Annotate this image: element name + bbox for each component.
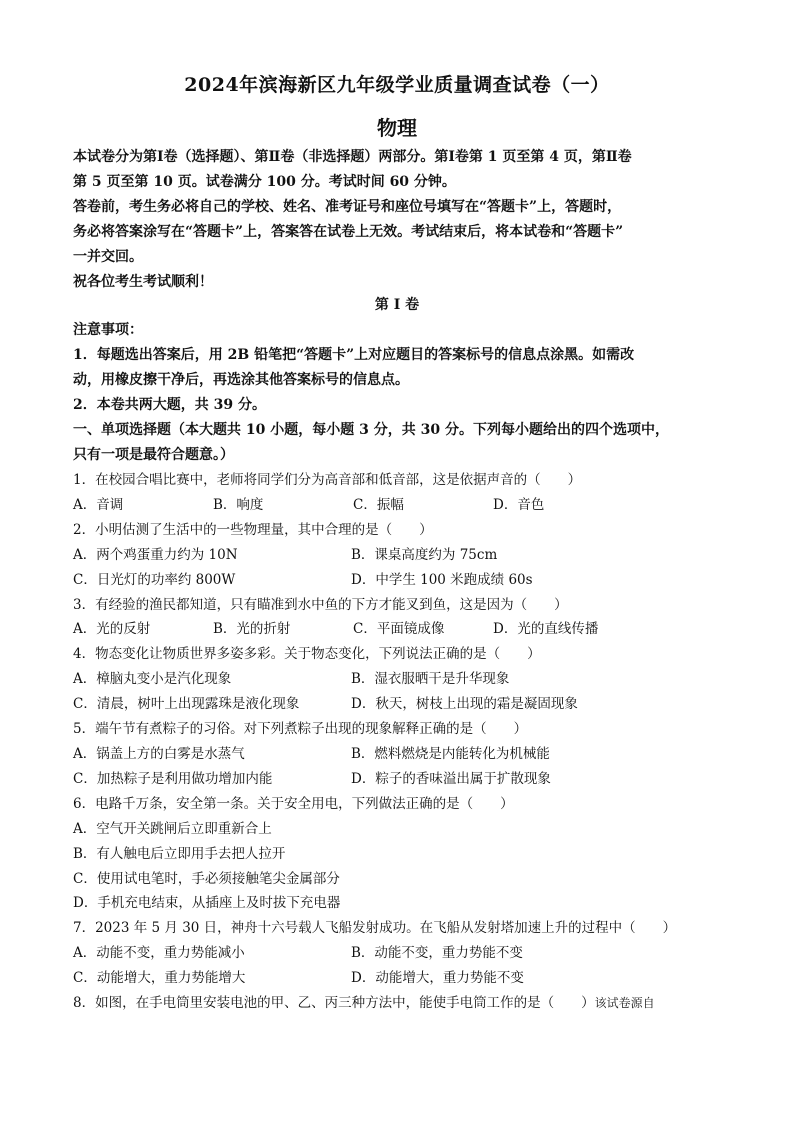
good-luck-line: 祝各位考生考试顺利！ <box>73 274 213 290</box>
answer-option: D．手机充电结束，从插座上及时拔下充电器 <box>73 895 341 912</box>
question-stem <box>73 717 738 742</box>
answer-option: D．动能增大，重力势能不变 <box>351 970 524 987</box>
exam-instructions <box>73 145 733 295</box>
instruction-line: 答卷前，考生务必将自己的学校、姓名、准考证号和座位号填写在“答题卡”上，答题时， <box>73 199 622 215</box>
subject-title: 物理 <box>377 116 417 140</box>
question-stem <box>73 991 738 1016</box>
option-row <box>73 966 738 991</box>
answer-option: B．课桌高度约为 75cm <box>351 546 498 563</box>
answer-option: C．平面镜成像 <box>353 621 445 638</box>
answer-option: C．日光灯的功率约 800W <box>73 571 236 588</box>
answer-option: C．动能增大，重力势能增大 <box>73 970 246 987</box>
question-stem <box>73 792 738 817</box>
answer-option: D．光的直线传播 <box>493 621 599 638</box>
exam-title: 2024年滨海新区九年级学业质量调查试卷（一） <box>184 74 610 96</box>
option-row <box>73 568 738 593</box>
question-stem <box>73 593 738 618</box>
option-row <box>73 891 738 916</box>
section-heading: 一、单项选择题（本大题共 10 小题，每小题 3 分，共 30 分。下列每小题给出的四个选项中， <box>73 422 669 438</box>
answer-option: C．使用试电笔时，手必须接触笔尖金属部分 <box>73 870 340 887</box>
question-list <box>73 468 738 1016</box>
question-text: 8．如图，在手电筒里安装电池的甲、乙、丙三种方法中，能使手电筒工作的是（ ） <box>73 995 595 1012</box>
answer-option: B．动能不变，重力势能不变 <box>351 945 523 962</box>
question-text: 6．电路千万条，安全第一条。关于安全用电，下列做法正确的是（ ） <box>73 795 514 812</box>
option-row <box>73 617 738 642</box>
note-line: 2．本卷共两大题，共 39 分。 <box>73 397 266 413</box>
option-row <box>73 941 738 966</box>
answer-option: A．锅盖上方的白雾是水蒸气 <box>73 745 245 762</box>
option-row <box>73 692 738 717</box>
answer-option: A．音调 <box>73 496 124 513</box>
section-heading: 只有一项是最符合题意。） <box>73 447 234 463</box>
answer-option: C．清晨，树叶上出现露珠是液化现象 <box>73 696 300 713</box>
answer-option: B．有人触电后立即用手去把人拉开 <box>73 845 286 862</box>
note-line: 动，用橡皮擦干净后，再选涂其他答案标号的信息点。 <box>73 372 409 388</box>
instruction-line: 第 5 页至第 10 页。试卷满分 100 分。考试时间 60 分钟。 <box>73 174 456 190</box>
answer-option: B．响度 <box>213 496 264 513</box>
option-row <box>73 543 738 568</box>
question-text: 7．2023 年 5 月 30 日，神舟十六号载人飞船发射成功。在飞船从发射塔加速上升的过程中（ ） <box>73 920 677 937</box>
question-stem <box>73 518 738 543</box>
option-row <box>73 667 738 692</box>
answer-option: D．秋天，树枝上出现的霜是凝固现象 <box>351 696 578 713</box>
answer-option: A．两个鸡蛋重力约为 10N <box>73 546 238 563</box>
question-stem <box>73 468 738 493</box>
instruction-line: 务必将答案涂写在“答题卡”上，答案答在试卷上无效。考试结束后，将本试卷和“答题卡” <box>73 224 624 240</box>
option-row <box>73 867 738 892</box>
question-stem <box>73 916 738 941</box>
instruction-line: 本试卷分为第Ⅰ卷（选择题）、第Ⅱ卷（非选择题）两部分。第Ⅰ卷第 1 页至第 4 页，第Ⅱ卷 <box>73 149 632 165</box>
notes-section <box>73 318 733 468</box>
option-row <box>73 767 738 792</box>
answer-option: D．中学生 100 米跑成绩 60s <box>351 571 533 588</box>
answer-option: C．振幅 <box>353 496 404 513</box>
answer-option: C．加热粽子是利用做功增加内能 <box>73 770 273 787</box>
option-row <box>73 817 738 842</box>
answer-option: A．樟脑丸变小是汽化现象 <box>73 671 232 688</box>
option-row <box>73 493 738 518</box>
watermark-text: 该试卷源自 <box>594 996 655 1011</box>
question-stem <box>73 642 738 667</box>
volume-title: 第 I 卷 <box>374 297 420 313</box>
instruction-line: 一并交回。 <box>73 249 143 265</box>
answer-option: D．音色 <box>493 496 545 513</box>
question-text: 3．有经验的渔民都知道，只有瞄准到水中鱼的下方才能叉到鱼，这是因为（ ） <box>73 596 568 613</box>
answer-option: A．动能不变，重力势能减小 <box>73 945 245 962</box>
answer-option: B．湿衣服晒干是升华现象 <box>351 671 510 688</box>
answer-option: B．燃料燃烧是内能转化为机械能 <box>351 745 550 762</box>
answer-option: A．空气开关跳闸后立即重新合上 <box>73 820 272 837</box>
answer-option: D．粽子的香味溢出属于扩散现象 <box>351 770 551 787</box>
option-row <box>73 842 738 867</box>
question-text: 4．物态变化让物质世界多姿多彩。关于物态变化，下列说法正确的是（ ） <box>73 646 541 663</box>
answer-option: A．光的反射 <box>73 621 151 638</box>
notes-heading: 注意事项： <box>73 322 143 338</box>
option-row <box>73 742 738 767</box>
question-text: 5．端午节有煮粽子的习俗。对下列煮粽子出现的现象解释正确的是（ ） <box>73 721 528 738</box>
question-text: 2．小明估测了生活中的一些物理量，其中合理的是（ ） <box>73 521 433 538</box>
question-text: 1．在校园合唱比赛中，老师将同学们分为高音部和低音部，这是依据声音的（ ） <box>73 472 582 488</box>
answer-option: B．光的折射 <box>213 621 291 638</box>
note-line: 1．每题选出答案后，用 2B 铅笔把“答题卡”上对应题目的答案标号的信息点涂黑。如需改 <box>73 347 635 363</box>
